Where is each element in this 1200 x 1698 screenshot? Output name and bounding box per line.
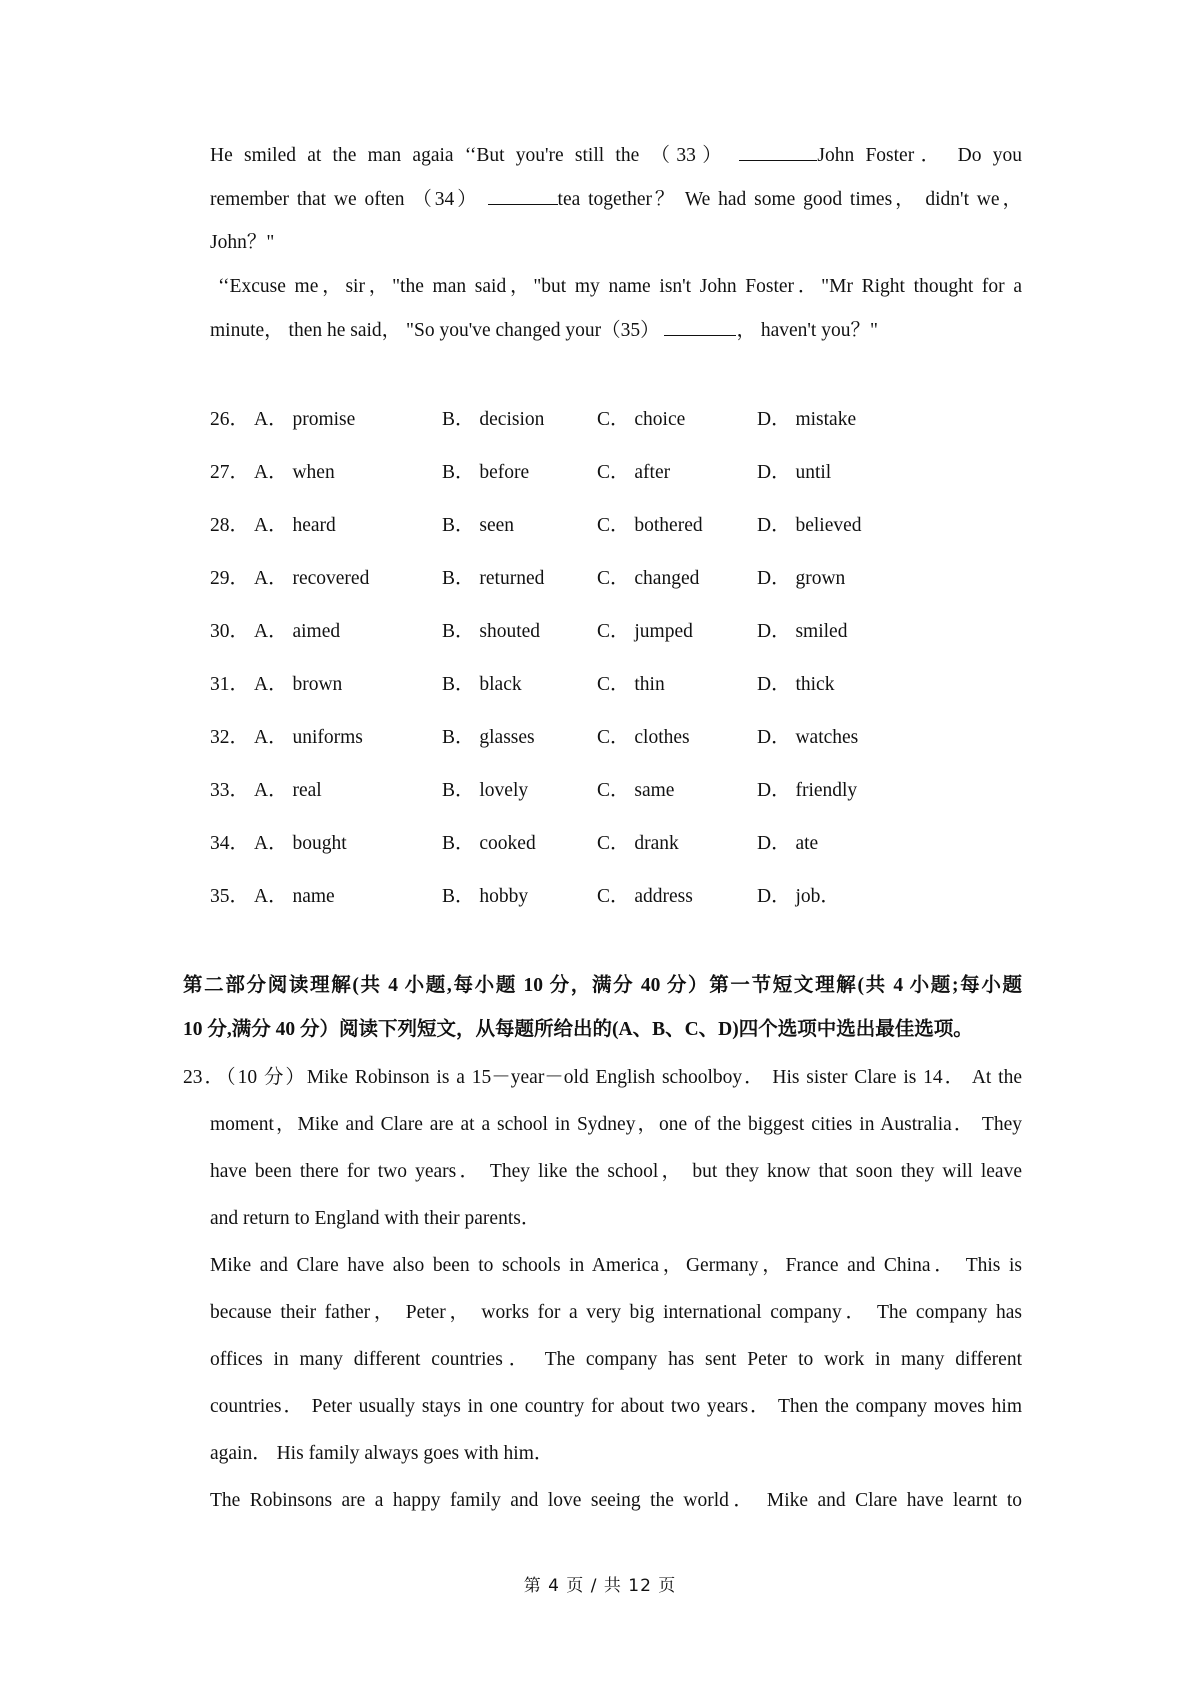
- option-a: A． bought: [254, 833, 347, 854]
- option-c: C． same: [597, 780, 675, 801]
- passage-line: [210, 142, 1022, 170]
- section-heading: 10 分,满分 40 分）阅读下列短文，从每题所给出的(A、B、C、D)四个选项中选出最佳选项。: [183, 1019, 973, 1040]
- option-c: C． clothes: [597, 727, 690, 748]
- option-d: D． thick: [757, 674, 835, 695]
- option-row: [210, 511, 970, 541]
- question-23-line: 23．（10 分）Mike Robinson is a 15－year－old English schoolboy． His sister Clare is 14． At the: [183, 1067, 1022, 1088]
- section-heading: 第二部分阅读理解(共 4 小题,每小题 10 分，满分 40 分）第一节短文理解(共 4 小题;每小题: [183, 975, 1022, 996]
- passage-line: [210, 186, 1022, 214]
- option-d: D． mistake: [757, 409, 857, 430]
- answer-blank-34: [488, 186, 558, 205]
- option-row: [210, 458, 970, 488]
- option-a: A． promise: [254, 409, 356, 430]
- option-c: C． drank: [597, 833, 679, 854]
- option-b: B． glasses: [442, 727, 535, 748]
- question-number: 30．: [210, 621, 250, 642]
- option-d: D． watches: [757, 727, 859, 748]
- passage-text: ， haven't you？": [736, 320, 878, 341]
- question-number: 28．: [210, 515, 250, 536]
- option-row: [210, 405, 970, 435]
- option-c: C． choice: [597, 409, 686, 430]
- question-23-line: and return to England with their parents．: [210, 1208, 541, 1229]
- option-a: A． brown: [254, 674, 343, 695]
- question-number: 27．: [210, 462, 250, 483]
- option-c: C． thin: [597, 674, 665, 695]
- option-b: B． before: [442, 462, 530, 483]
- option-d: D． grown: [757, 568, 846, 589]
- passage-text: tea together？ We had some good times， didn't we，: [557, 189, 1022, 210]
- option-b: B． shouted: [442, 621, 541, 642]
- option-row: [210, 564, 970, 594]
- option-b: B． seen: [442, 515, 515, 536]
- question-number: 31．: [210, 674, 250, 695]
- passage-text: ‘‘Excuse me，sir，"the man said，"but my name isn't John Foster．"Mr Right thought for a: [218, 276, 1022, 297]
- option-row: [210, 882, 970, 912]
- option-c: C． bothered: [597, 515, 703, 536]
- option-d: D． believed: [757, 515, 862, 536]
- question-23-line: offices in many different countries． The company has sent Peter to work in many different: [210, 1349, 1022, 1370]
- passage-text: John Foster． Do you: [817, 145, 1023, 166]
- question-23-line: moment，Mike and Clare are at a school in Sydney，one of the biggest cities in Australia． They: [210, 1114, 1022, 1135]
- question-number: 26．: [210, 409, 250, 430]
- passage-text: remember that we often （34）: [210, 189, 480, 210]
- page-footer: 第 4 页 / 共 12 页: [523, 1576, 677, 1596]
- option-d: D． smiled: [757, 621, 848, 642]
- option-c: C． address: [597, 886, 693, 907]
- passage-text: He smiled at the man agaia ‘‘But you're still the （33）: [210, 145, 729, 166]
- option-a: A． uniforms: [254, 727, 363, 748]
- option-d: D． job．: [757, 886, 840, 907]
- question-number: 33．: [210, 780, 250, 801]
- option-row: [210, 670, 970, 700]
- option-b: B． black: [442, 674, 522, 695]
- option-a: A． when: [254, 462, 335, 483]
- option-b: B． hobby: [442, 886, 529, 907]
- question-number: 32．: [210, 727, 250, 748]
- option-b: B． decision: [442, 409, 545, 430]
- option-b: B． returned: [442, 568, 545, 589]
- option-row: [210, 617, 970, 647]
- option-a: A． heard: [254, 515, 336, 536]
- option-row: [210, 776, 970, 806]
- passage-text: John？": [210, 232, 275, 253]
- answer-blank-33: [739, 142, 817, 161]
- question-23-line: Mike and Clare have also been to schools in America，Germany，France and China． This is: [210, 1255, 1023, 1276]
- option-b: B． lovely: [442, 780, 529, 801]
- option-c: C． jumped: [597, 621, 693, 642]
- option-row: [210, 723, 970, 753]
- question-23-line: The Robinsons are a happy family and love seeing the world． Mike and Clare have learnt to: [210, 1490, 1022, 1511]
- option-a: A． name: [254, 886, 335, 907]
- option-a: A． recovered: [254, 568, 370, 589]
- option-d: D． until: [757, 462, 832, 483]
- option-row: [210, 829, 970, 859]
- passage-text: minute， then he said， "So you've changed your（35）: [210, 320, 660, 341]
- option-d: D． friendly: [757, 780, 858, 801]
- question-23-line: again． His family always goes with him．: [210, 1443, 554, 1464]
- question-23-line: have been there for two years． They like the school， but they know that soon they will leave: [210, 1161, 1022, 1182]
- passage-line: [218, 273, 1022, 301]
- answer-blank-35: [664, 317, 736, 336]
- question-number: 35．: [210, 886, 250, 907]
- option-c: C． after: [597, 462, 671, 483]
- question-number: 34．: [210, 833, 250, 854]
- passage-line: [210, 317, 1022, 345]
- option-a: A． aimed: [254, 621, 341, 642]
- question-number: 29．: [210, 568, 250, 589]
- option-c: C． changed: [597, 568, 700, 589]
- question-23-line: countries． Peter usually stays in one country for about two years． Then the company moves him: [210, 1396, 1022, 1417]
- option-d: D． ate: [757, 833, 819, 854]
- passage-line: [210, 229, 1022, 257]
- option-a: A． real: [254, 780, 322, 801]
- option-b: B． cooked: [442, 833, 536, 854]
- question-23-line: because their father， Peter， works for a very big international company． The company has: [210, 1302, 1022, 1323]
